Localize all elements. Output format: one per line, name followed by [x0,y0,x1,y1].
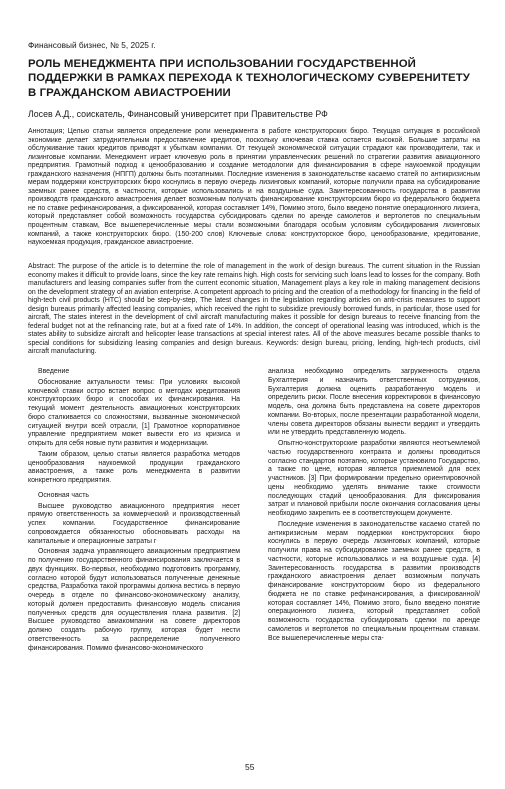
russian-abstract: Аннотация; Целью статьи является определение роли менеджмента в работе конструкторских бюро. Текущая ситуация в российской экономике делает затруднительным предоставление кредитов, поскольку ключевая ставка остается высокой. Большие затраты на обслуживание таких кредитов приводят к убыткам компании. От текущей экономической ситуации страдают как производители, так и лизинговые компании. Менеджмент играет ключевую роль в принятии управленческих решений по стратегии развития авиационного предприятия. Грамотный подход к ценообразованию и создание методологии для финансирования в сфере наукоемкой продукции гражданского назначения (НПГП) должны быть поэтапными. Последние изменения в законодательстве касаемо статей по антикризисным мерам поддержки конструкторских бюро коснулись в первую очередь лизинговых компаний, которые получили права на субсидирование заемных ранее средств, в частности, которые использовались и на воздушные суда. Заинтересованность государства в развитии производств гражданского авиастроения делает возможным получать финансирование конструкторским бюро из федерального бюджета не по ставке рефинансирования, а фиксированной, которая составляет 14%, Помимо этого, было введено понятие операционного лизинга, который представляет собой возможность государства субсидировать сделки по аренде самолетов и вертолетов по специальным процентным ставкам, Все вышеперечисленные меры стали возможными благодаря особым условиям субсидирования лизинговых компаний, а также конструкторских бюро. (150-200 слов) Ключевые слова: конструкторское бюро, ценообразование, кредитование, наукоемкая продукция, гражданское авиастроение. [28,128,480,247]
main-part-heading: Основная часть [38,491,90,499]
body-paragraph: анализа необходимо определить загруженность отдела Бухгалтерия и назначить ответственных сотрудников, Бухгалтерия должна оценить разработанную модель и определить риски. После внесения корректировок в финансовую модель, она должна быть представлена на совете директоров компании. Во-вторых, после презентации разработанной модели, члены совета директоров обязаны вынести вердикт и утвердить или не утвердить представленную модель. [268,368,480,437]
body-paragraph: Таким образом, целью статьи является разработка методов ценообразования наукоемкой продукции гражданского авиастроения, а также роль менеджмента в развитии конкретного предприятия. [28,450,240,484]
english-abstract: Abstract: The purpose of the article is to determine the role of management in the work of design bureaus. The current situation in the Russian economy makes it difficult to provide loans, since the key rate remains high. High costs for servicing such loans lead to losses for the company. Both manufacturers and leasing companies suffer from the current economic situation, Management plays a key role in making management decisions on the development strategy of an aviation enterprise. A competent approach to pricing and the creation of a methodology for financing in the field of high-tech civil products (HTC) should be step-by-step, The latest changes in the legislation regarding articles on anti-crisis measures to support design bureaus primarily affected leasing companies, which received the right to subsidize previously borrowed funds, in particular, those used for aircraft, The states interest in the development of civil aircraft manufacturing makes it possible for design bureaus to receive financing from the federal budget not at the refinancing rate, but at a fixed rate of 14%. In addition, the concept of operational leasing was introduced, which is the states ability to subsidize aircraft and helicopter lease transactions at special interest rates. All of the above measures became possible thanks to special conditions for subsidizing leasing companies and design bureaus. Keywords: design bureau, pricing, lending, high-tech products, civil aircraft manufacturing. [28,263,480,356]
introduction-heading: Введение [38,368,70,375]
left-column [28,368,240,655]
body-paragraph: Обоснование актуальности темы: При условиях высокой ключевой ставки остро встает вопрос о методах кредитования конструкторских бюро и способах их финансирования. На текущий момент деятельность авиационных конструкторских бюро сталкивается со сложностями, вызванные экономической ситуацией внутри всей отрасли, [1] Грамотное корпоративное управление предприятием может вывести его из кризиса и открыть для себя новые пути развития и модернизации. [28,378,240,447]
body-paragraph: Последние изменения в законодательстве касаемо статей по антикризисным мерам поддержки конструкторских бюро коснулись в первую очередь лизинговых компаний, которые получили права на субсидирование заемных ранее средств, в частности, которые использовались и на воздушные суда. [4] Заинтересованность государства в развитии производств гражданского авиастроения делает возможным получать финансирование конструкторским бюро из федерального бюджета не по ставке рефинансирования, а фиксированной/ которая составляет 14%, Помимо этого, было введено понятие операционного лизинга, который представляет собой возможность государства субсидировать сделки по аренде самолетов и вертолетов по специальным процентным ставкам. Все вышеперечисленные меры ста- [268,520,480,642]
page-number: 55 [245,762,255,772]
body-paragraph: Основная задача управляющего авиационным предприятием по получению государственного финансирования заключается в двух функциях. Во-первых, необходимо подготовить программу, согласно которой будут использоваться полученные денежные средства, Разработка такой программы должна вестись в первую очередь в отделе по финансово-экономическому анализу, который должен предоставить финансовую модель списания полученных средств для осуществления плана развития. [2] Высшее руководство авиакомпании на совете директоров должно создать рабочую группу, которая будет нести ответственность за распределение полученного финансирования. Помимо финансово-экономического [28,548,240,652]
article-title: РОЛЬ МЕНЕДЖМЕНТА ПРИ ИСПОЛЬЗОВАНИИ ГОСУДАРСТВЕННОЙ ПОДДЕРЖКИ В РАМКАХ ПЕРЕХОДА К ТЕХНОЛОГИЧЕСКОМУ СУВЕРЕНИТЕТУ В ГРАЖДАНСКОМ АВИАСТРОЕНИИ [28,58,470,99]
author-line: Лосев А.Д., соискатель, Финансовый университет при Правительстве РФ [28,109,328,119]
right-column [268,368,480,645]
journal-header: Финансовый бизнес, № 5, 2025 г. [28,40,156,50]
body-paragraph: Высшее руководство авиационного предприятия несет прямую ответственность за коммерческий и производственный успех компании. Государственное финансирование сопровождается обязанностью обосновывать расходы на капитальные и операционные затраты г [28,502,240,545]
body-paragraph: Опытно-конструкторские разработки являются неотъемлемой частью государственного контракта и должны проводиться согласно стандартов поэтапно, которые установило Государство, а также по цене, которая является приемлемой для всех участников. [3] При формировании предельно ориентировочной цены необходимо уделять внимание также стоимости последующих стадий ценообразования. Для фиксирования затрат и плановой прибыли после окончания согласования цены необходимо закрепить ее в соответствующем документе. [268,440,480,517]
